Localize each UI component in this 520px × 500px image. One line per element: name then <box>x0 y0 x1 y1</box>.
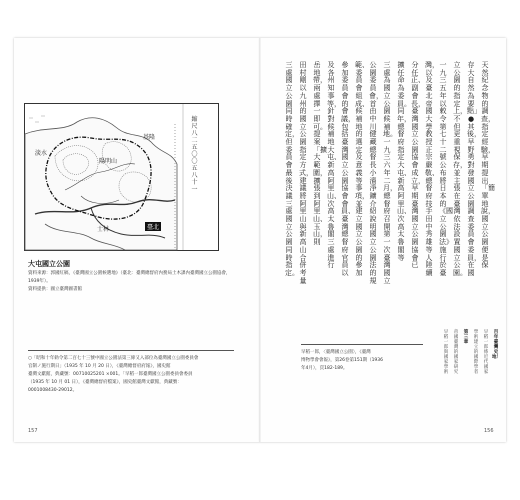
footnote-line: 早稻一郎，〈臺灣國立公園〉，《臺灣 <box>301 350 371 355</box>
page-number-left: 157 <box>28 428 38 434</box>
text-column: 分任正、副會長，臺灣國立公園協會成立，早期臺灣國立公園協會已 <box>411 61 425 270</box>
footnote-line: 官制ノ施行期日」（1935 年 10 月 20 日），《臺灣總督府府報》，國史館 <box>28 364 171 369</box>
text-column: 田村剛以九州的國立公園指定方式，建議將阿里山與新高山合併考量 <box>299 61 313 285</box>
footnote-line: 0001008430-29012。 <box>28 388 78 393</box>
map-figure <box>24 103 219 251</box>
side-note-line: 早稻一郎係近代國家 <box>483 330 489 375</box>
side-note-line: 帝國臺灣的國家研究 <box>453 330 459 375</box>
footnote-line: 臺灣文獻館，典藏號：00710025201 ×001。「早稻一郎臺灣國立公園委員會委員 <box>28 372 193 377</box>
body-text-vertical <box>285 61 495 319</box>
text-column: 岳地帶，兩處擇一即可。提案「擴大範圍，擴張到阿里山、玉山，則 <box>313 61 327 247</box>
map-place-label-1: 淡水 <box>35 150 48 157</box>
text-column: 灣，以及臺北帝國大學教授正宗嚴敬、總督府技手田中秀雄等人陸續 <box>425 61 439 277</box>
footnote-left <box>28 355 234 395</box>
text-column: 範、委員會組成、候補地的選定及意義等事項，並建立國立公園的參加 <box>355 61 369 277</box>
text-column: 三處國立公園同時確定，但委員會最後決議三處國立公園同時指定。 <box>285 61 299 277</box>
side-note-line: 學術建立的國際學者 <box>473 330 479 375</box>
footnote-rule <box>301 344 423 345</box>
caption-line: 資料提供：國立臺灣圖書館 <box>28 287 82 292</box>
text-column: 天然紀念物的調查，指定經驗，早期提出「簡單地說，國立公園便是保 <box>481 61 495 270</box>
map-title: 大屯國立公園 <box>28 260 70 268</box>
text-column: 擴任命為委員。同年，總督府指定大屯、新高阿里山、次高太魯閣等 <box>397 61 411 262</box>
map-place-label-5: 陽明山 <box>99 158 118 165</box>
footnote-line: （1935 年 10 月 01 日），《臺灣總督府檔案》，國史館臺灣文獻館，典藏號： <box>28 380 182 385</box>
map-caption <box>28 270 231 294</box>
map-place-label-4: 士林 <box>97 226 110 233</box>
map-place-label-2: 基隆 <box>143 134 156 141</box>
text-column: 一九三五年以敕令第七十二號公布將日本的《國立公園法》施行於臺 <box>439 61 453 277</box>
text-column: 及各州知事等，針對候補地大屯、新高阿里山、次高太魯閣三處進行 <box>327 61 341 270</box>
footnote-rule <box>28 350 234 351</box>
side-note-heading: 百年臺灣史地！ <box>492 330 501 360</box>
text-column: 立公園的指定上，不但更重視保存，並主張在臺灣依法設置國立公園。 <box>453 61 467 277</box>
footnote-line: 年4月），頁182-189。 <box>301 366 348 371</box>
page-number-right: 156 <box>484 428 494 434</box>
text-column: 參加委員會的會議，包括臺灣國立公園協會會員、臺灣總督府官員以 <box>341 61 355 277</box>
text-column: 三處為國立公園候補地。一九三六年二月，總督府召開第一次臺灣國立 <box>383 61 397 285</box>
map-scale-note: 縮尺八二五〇〇五八十一 <box>191 116 198 193</box>
text-column: 公園委員會，首由中川健藏總督長小濱淨鑛介紹說明國立公園法的規 <box>369 61 383 285</box>
caption-line: 1939年）。 <box>28 279 51 284</box>
side-note-line: 早稻一郎與國家學術 <box>443 330 449 375</box>
map-place-label-3: 臺北 <box>147 224 160 231</box>
footnote-line: ○「昭和十年勅令第二百七十三號中國立公園法第三條又入部位為臺灣國立公園委員會 <box>28 356 199 361</box>
footnote-line: 博物學會會報》，第26卷第151期（1936 <box>301 358 384 363</box>
footnote-right <box>301 349 423 373</box>
text-column: 存大自然為要點」●其後，早野勇對發國立公園調查委員會委員，在國 <box>467 61 481 277</box>
book-gutter <box>259 38 261 442</box>
map-drawing <box>25 104 218 250</box>
caption-line: 資料來源：郭國紅稿，《臺灣國立公園候選地》（臺北：臺灣總督府內務局土木課內臺灣國立公園協會， <box>28 271 231 276</box>
side-note-heading: 第三章 <box>463 330 469 345</box>
